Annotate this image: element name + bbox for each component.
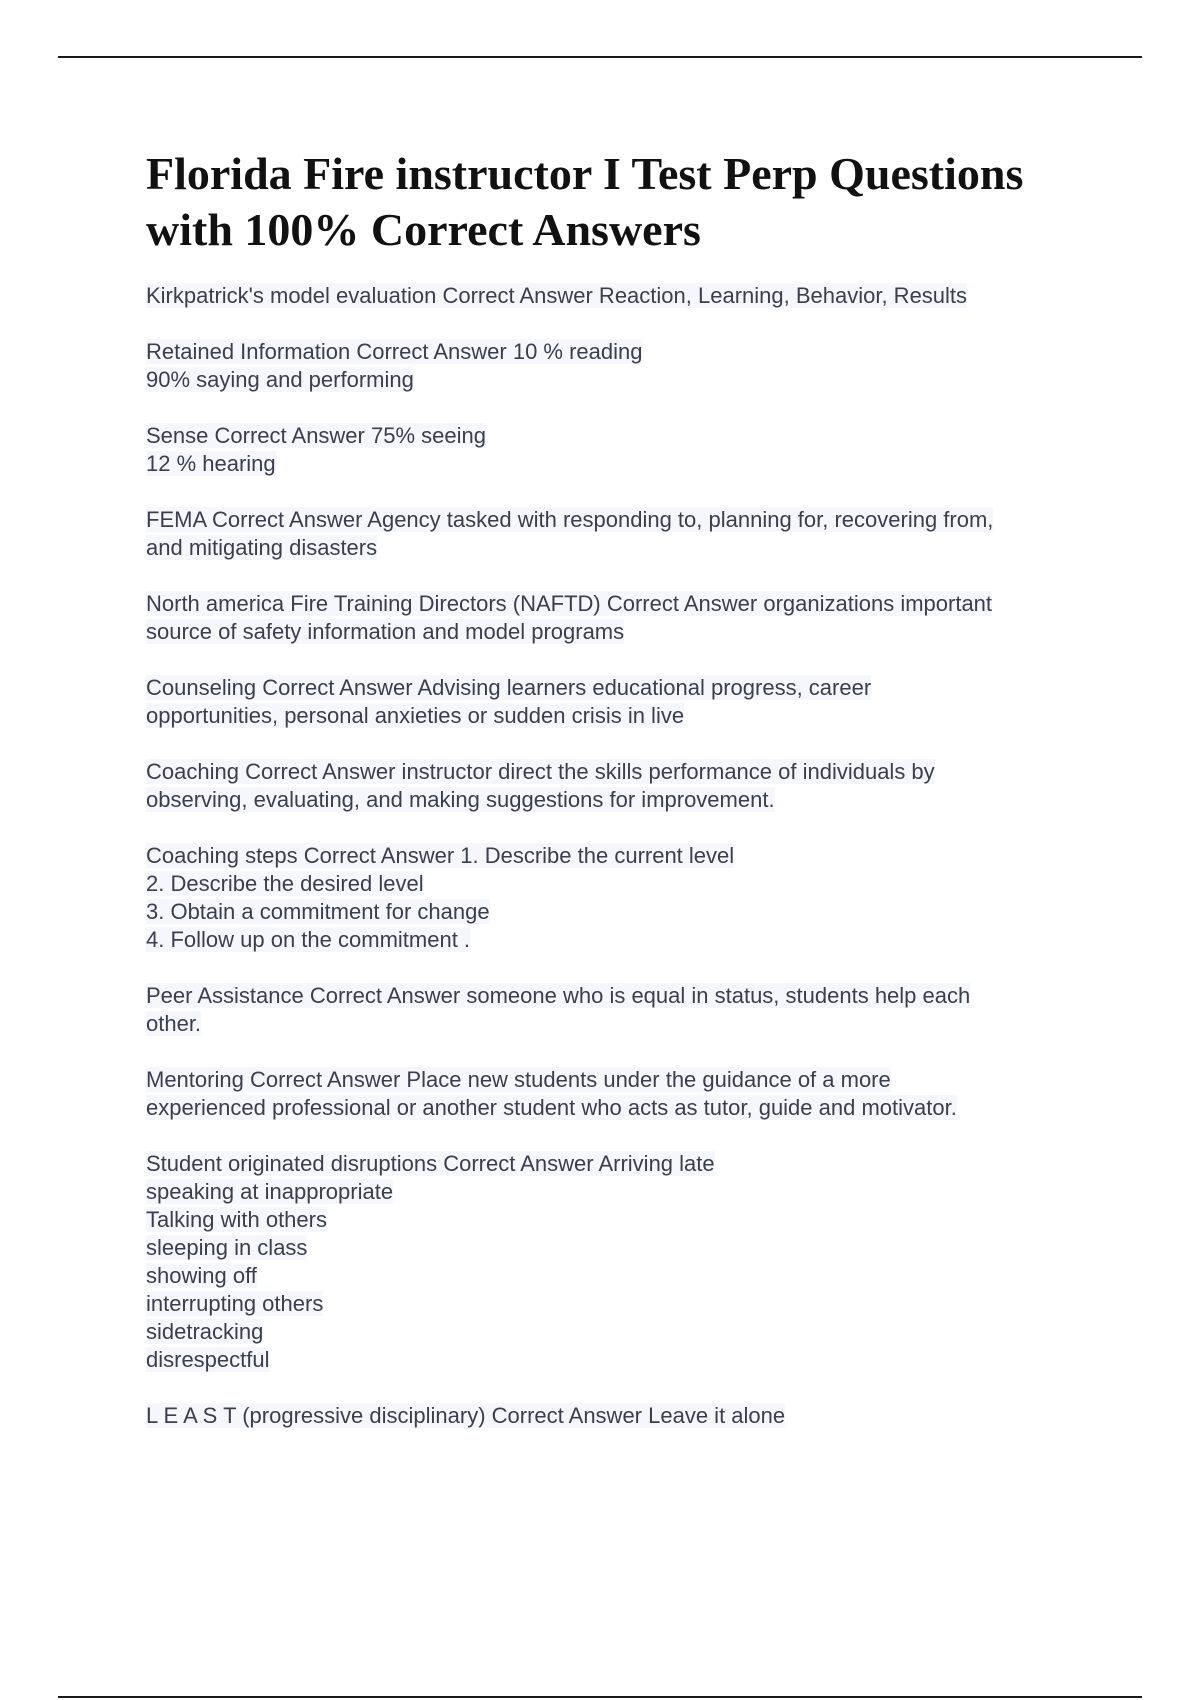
- qa-item: [146, 506, 1086, 562]
- qa-line: [146, 1402, 1086, 1430]
- qa-text: Kirkpatrick's model evaluation Correct Answer Reaction, Learning, Behavior, Results: [146, 283, 968, 308]
- qa-text: observing, evaluating, and making suggestions for improvement.: [146, 787, 775, 812]
- qa-line: [146, 1066, 1086, 1094]
- qa-text: 3. Obtain a commitment for change: [146, 899, 490, 924]
- qa-line: [146, 1290, 1086, 1318]
- qa-item: [146, 1066, 1086, 1122]
- qa-line: [146, 842, 1086, 870]
- qa-text: Coaching steps Correct Answer 1. Describe the current level: [146, 843, 735, 868]
- document-body: [146, 146, 1086, 1458]
- qa-text: Coaching Correct Answer instructor direct the skills performance of individuals by: [146, 759, 935, 784]
- qa-text: other.: [146, 1011, 202, 1036]
- qa-item: [146, 842, 1086, 954]
- qa-text: 2. Describe the desired level: [146, 871, 424, 896]
- qa-line: [146, 590, 1086, 618]
- qa-line: [146, 1010, 1086, 1038]
- qa-line: [146, 1178, 1086, 1206]
- qa-text: sleeping in class: [146, 1235, 308, 1260]
- qa-line: [146, 1206, 1086, 1234]
- qa-line: [146, 366, 1086, 394]
- qa-text: Retained Information Correct Answer 10 % reading: [146, 339, 643, 364]
- qa-line: [146, 926, 1086, 954]
- qa-line: [146, 1234, 1086, 1262]
- qa-line: [146, 898, 1086, 926]
- qa-text: interrupting others: [146, 1291, 324, 1316]
- qa-line: [146, 982, 1086, 1010]
- qa-item: [146, 282, 1086, 310]
- qa-text: Sense Correct Answer 75% seeing: [146, 423, 486, 448]
- qa-text: Counseling Correct Answer Advising learners educational progress, career: [146, 675, 872, 700]
- qa-line: [146, 1262, 1086, 1290]
- qa-item: [146, 1402, 1086, 1430]
- qa-text: 12 % hearing: [146, 451, 276, 476]
- qa-line: [146, 702, 1086, 730]
- qa-text: 4. Follow up on the commitment .: [146, 927, 471, 952]
- qa-line: [146, 1346, 1086, 1374]
- qa-text: L E A S T (progressive disciplinary) Correct Answer Leave it alone: [146, 1403, 786, 1428]
- qa-line: [146, 758, 1086, 786]
- qa-text: opportunities, personal anxieties or sudden crisis in live: [146, 703, 685, 728]
- qa-text: Student originated disruptions Correct Answer Arriving late: [146, 1151, 715, 1176]
- qa-line: [146, 870, 1086, 898]
- qa-text: showing off: [146, 1263, 257, 1288]
- qa-item: [146, 422, 1086, 478]
- qa-text: sidetracking: [146, 1319, 264, 1344]
- qa-item: [146, 982, 1086, 1038]
- qa-item: [146, 758, 1086, 814]
- qa-line: [146, 450, 1086, 478]
- qa-line: [146, 422, 1086, 450]
- qa-line: [146, 506, 1086, 534]
- top-rule: [58, 56, 1142, 58]
- qa-line: [146, 338, 1086, 366]
- qa-text: Talking with others: [146, 1207, 327, 1232]
- qa-line: [146, 282, 1086, 310]
- qa-line: [146, 618, 1086, 646]
- qa-text: 90% saying and performing: [146, 367, 414, 392]
- qa-text: North america Fire Training Directors (NAFTD) Correct Answer organizations important: [146, 591, 993, 616]
- qa-item: [146, 338, 1086, 394]
- qa-item: [146, 674, 1086, 730]
- document-title: [146, 146, 1086, 258]
- qa-text: and mitigating disasters: [146, 535, 378, 560]
- title-line: with 100% Correct Answers: [146, 204, 701, 255]
- qa-item: [146, 590, 1086, 646]
- qa-text: Mentoring Correct Answer Place new students under the guidance of a more: [146, 1067, 891, 1092]
- qa-text: source of safety information and model programs: [146, 619, 625, 644]
- qa-line: [146, 534, 1086, 562]
- qa-line: [146, 786, 1086, 814]
- bottom-rule: [58, 1696, 1142, 1698]
- qa-text: disrespectful: [146, 1347, 270, 1372]
- qa-line: [146, 1318, 1086, 1346]
- qa-text: experienced professional or another student who acts as tutor, guide and motivator.: [146, 1095, 957, 1120]
- qa-line: [146, 1094, 1086, 1122]
- qa-line: [146, 674, 1086, 702]
- qa-item: [146, 1150, 1086, 1374]
- qa-line: [146, 1150, 1086, 1178]
- qa-text: Peer Assistance Correct Answer someone who is equal in status, students help each: [146, 983, 971, 1008]
- qa-list: [146, 282, 1086, 1430]
- qa-text: FEMA Correct Answer Agency tasked with responding to, planning for, recovering from,: [146, 507, 994, 532]
- qa-text: speaking at inappropriate: [146, 1179, 394, 1204]
- title-line: Florida Fire instructor I Test Perp Questions: [146, 148, 1024, 199]
